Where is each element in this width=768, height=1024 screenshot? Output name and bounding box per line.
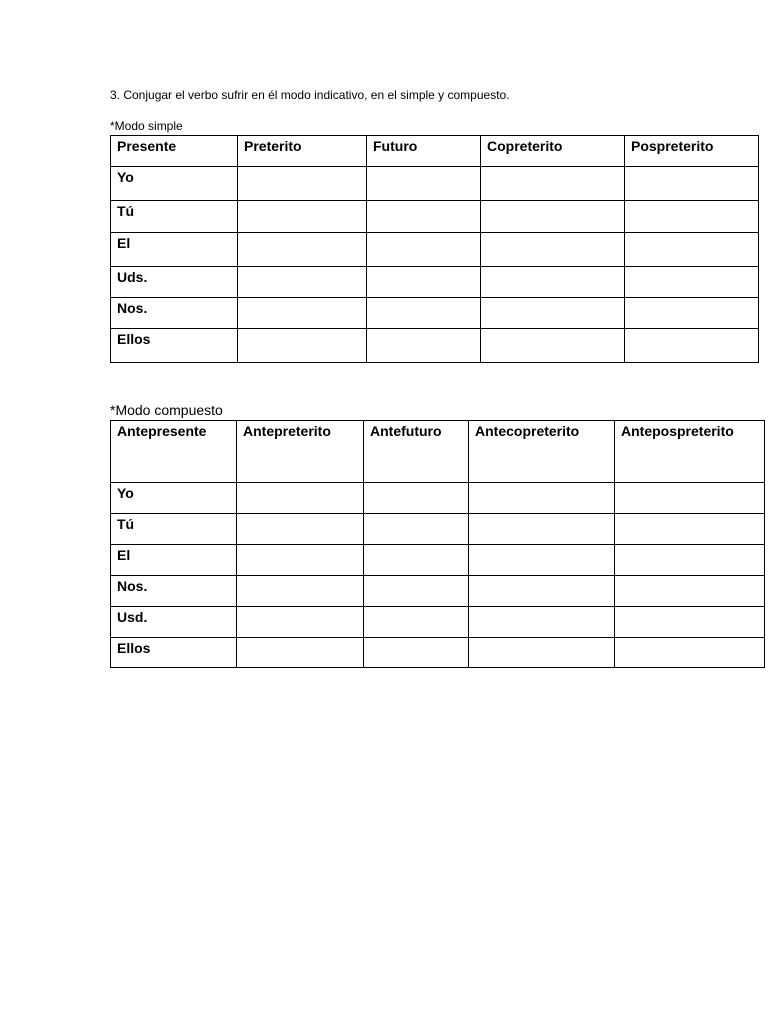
answer-cell[interactable] [238,201,367,233]
pronoun-cell: Uds. [111,267,238,298]
answer-cell[interactable] [367,201,481,233]
answer-cell[interactable] [364,545,469,576]
table-row [111,329,759,363]
answer-cell[interactable] [367,233,481,267]
answer-cell[interactable] [469,483,615,514]
answer-cell[interactable] [625,298,759,329]
answer-cell[interactable] [238,298,367,329]
modo-simple-table [110,135,759,363]
answer-cell[interactable] [367,167,481,201]
answer-cell[interactable] [367,298,481,329]
answer-cell[interactable] [625,329,759,363]
answer-cell[interactable] [481,233,625,267]
answer-cell[interactable] [625,233,759,267]
header-cell: Antefuturo [364,421,469,483]
pronoun-cell: Yo [111,483,237,514]
pronoun-cell: El [111,233,238,267]
answer-cell[interactable] [625,167,759,201]
answer-cell[interactable] [364,576,469,607]
header-cell: Pospreterito [625,136,759,167]
pronoun-cell: Ellos [111,638,237,668]
answer-cell[interactable] [469,638,615,668]
pronoun-cell: Yo [111,167,238,201]
table-header-row [111,136,759,167]
pronoun-cell: Ellos [111,329,238,363]
answer-cell[interactable] [238,167,367,201]
header-cell: Preterito [238,136,367,167]
answer-cell[interactable] [237,607,364,638]
header-cell: Antepresente [111,421,237,483]
table-row [111,167,759,201]
answer-cell[interactable] [481,201,625,233]
answer-cell[interactable] [481,167,625,201]
answer-cell[interactable] [364,483,469,514]
answer-cell[interactable] [238,233,367,267]
modo-simple-label: *Modo simple [110,119,183,133]
answer-cell[interactable] [615,576,765,607]
pronoun-cell: El [111,545,237,576]
instruction-text: 3. Conjugar el verbo sufrir en él modo indicativo, en el simple y compuesto. [110,88,510,102]
table-row [111,545,765,576]
answer-cell[interactable] [237,576,364,607]
table-row [111,576,765,607]
answer-cell[interactable] [625,267,759,298]
answer-cell[interactable] [238,329,367,363]
header-cell: Antepreterito [237,421,364,483]
pronoun-cell: Tú [111,201,238,233]
answer-cell[interactable] [367,329,481,363]
answer-cell[interactable] [237,545,364,576]
answer-cell[interactable] [469,576,615,607]
answer-cell[interactable] [615,607,765,638]
answer-cell[interactable] [237,638,364,668]
table-row [111,483,765,514]
header-cell: Antepospreterito [615,421,765,483]
table-row [111,607,765,638]
table-row [111,298,759,329]
answer-cell[interactable] [481,298,625,329]
modo-compuesto-label: *Modo compuesto [110,402,223,418]
answer-cell[interactable] [615,545,765,576]
table-row [111,267,759,298]
header-cell: Presente [111,136,238,167]
answer-cell[interactable] [364,514,469,545]
answer-cell[interactable] [469,545,615,576]
table-row [111,638,765,668]
header-cell: Futuro [367,136,481,167]
pronoun-cell: Usd. [111,607,237,638]
answer-cell[interactable] [625,201,759,233]
answer-cell[interactable] [469,607,615,638]
header-cell: Antecopreterito [469,421,615,483]
answer-cell[interactable] [237,514,364,545]
answer-cell[interactable] [364,607,469,638]
table-header-row [111,421,765,483]
table-row [111,233,759,267]
answer-cell[interactable] [615,483,765,514]
answer-cell[interactable] [469,514,615,545]
header-cell: Copreterito [481,136,625,167]
answer-cell[interactable] [481,267,625,298]
answer-cell[interactable] [237,483,364,514]
table-row [111,201,759,233]
answer-cell[interactable] [364,638,469,668]
answer-cell[interactable] [367,267,481,298]
answer-cell[interactable] [238,267,367,298]
pronoun-cell: Nos. [111,298,238,329]
answer-cell[interactable] [481,329,625,363]
answer-cell[interactable] [615,514,765,545]
pronoun-cell: Nos. [111,576,237,607]
modo-compuesto-table [110,420,765,668]
answer-cell[interactable] [615,638,765,668]
pronoun-cell: Tú [111,514,237,545]
table-row [111,514,765,545]
